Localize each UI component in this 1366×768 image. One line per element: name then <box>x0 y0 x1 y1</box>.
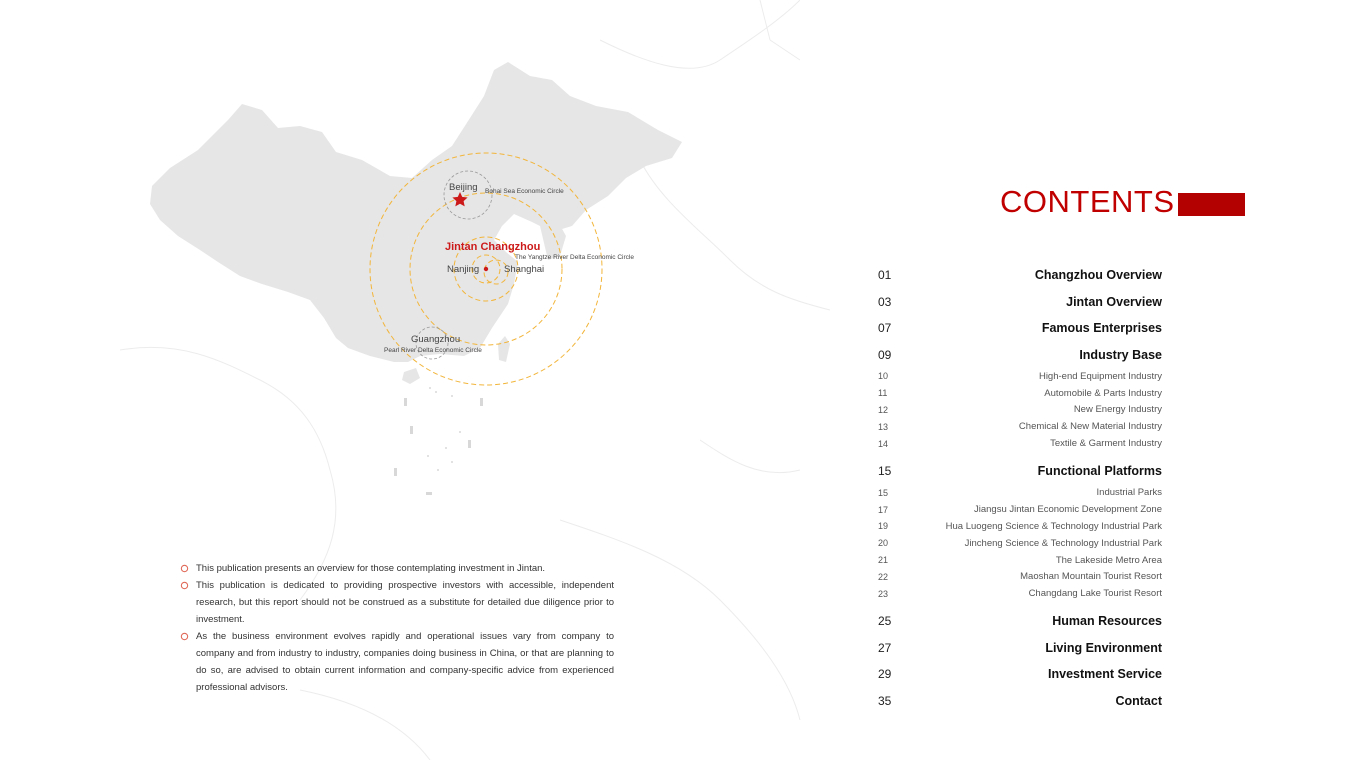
toc-page-number: 07 <box>878 321 892 336</box>
toc-section-item[interactable] <box>878 458 1162 485</box>
toc-subsection-item[interactable] <box>878 418 1162 435</box>
toc-page-number: 20 <box>878 538 889 549</box>
note-text: This publication is dedicated to providing prospective investors with accessible, independent research, but this report should not be construed as a substitute for detailed due diligence prior to investment. <box>196 580 614 625</box>
toc-subsection-item[interactable] <box>878 385 1162 402</box>
toc-title: Human Resources <box>1052 614 1162 629</box>
toc-subsection-item[interactable] <box>878 552 1162 569</box>
toc-title: New Energy Industry <box>1073 404 1162 416</box>
toc-title: The Lakeside Metro Area <box>1055 554 1162 566</box>
ring-bullet-icon <box>180 632 189 641</box>
toc-title: Living Environment <box>1045 640 1162 655</box>
toc-page-number: 14 <box>878 438 889 449</box>
toc-page-number: 29 <box>878 667 892 682</box>
toc-subsection-item[interactable] <box>878 402 1162 419</box>
toc-page-number: 15 <box>878 487 889 498</box>
toc-title: Textile & Garment Industry <box>1050 438 1162 450</box>
toc-title: Maoshan Mountain Tourist Resort <box>1020 571 1162 583</box>
toc-section-item[interactable] <box>878 289 1162 316</box>
toc-title: Functional Platforms <box>1037 464 1162 479</box>
toc-page-number: 13 <box>878 421 889 432</box>
toc-subsection-item[interactable] <box>878 535 1162 552</box>
toc-title: Hua Luogeng Science & Technology Industrial Park <box>945 520 1162 532</box>
toc-page-number: 21 <box>878 555 889 566</box>
toc-subsection-item[interactable] <box>878 368 1162 385</box>
toc-title: Changdang Lake Tourist Resort <box>1028 588 1162 600</box>
toc-title: Famous Enterprises <box>1041 321 1162 336</box>
toc-title: Chemical & New Material Industry <box>1018 421 1162 433</box>
toc-section-item[interactable] <box>878 688 1162 715</box>
circle-label-bohai: Bohai Sea Economic Circle <box>485 188 564 195</box>
toc-subsection-item[interactable] <box>878 585 1162 602</box>
toc-page-number: 15 <box>878 464 892 479</box>
toc-subsection-item[interactable] <box>878 501 1162 518</box>
toc-subsection-item[interactable] <box>878 435 1162 452</box>
city-label-nanjing: Nanjing <box>447 264 480 275</box>
toc-section-item[interactable] <box>878 635 1162 662</box>
taiwan-island <box>498 336 510 362</box>
toc-title: Contact <box>1115 693 1162 708</box>
city-label-guangzhou: Guangzhou <box>411 334 461 345</box>
toc-title: Investment Service <box>1048 667 1162 682</box>
toc-page-number: 23 <box>878 588 889 599</box>
note-item <box>180 628 614 696</box>
ring-bullet-icon <box>180 564 189 573</box>
toc-title: High-end Equipment Industry <box>1038 370 1162 382</box>
contents-title: CONTENTS <box>1000 184 1175 219</box>
note-text: This publication presents an overview for those contemplating investment in Jintan. <box>196 563 546 574</box>
toc-title: Industry Base <box>1079 347 1162 362</box>
toc-page-number: 10 <box>878 371 889 382</box>
toc-title: Automobile & Parts Industry <box>1044 387 1162 399</box>
toc-page-number: 19 <box>878 521 889 532</box>
toc-page-number: 25 <box>878 614 892 629</box>
note-text: As the business environment evolves rapidly and operational issues vary from company to company and from industry to industry, companies doing business in China, or that are planning to do so, are advised to obtain current information and company-specific advice from experienced professional advisors. <box>196 631 614 693</box>
toc-page-number: 27 <box>878 640 892 655</box>
toc-page-number: 12 <box>878 404 889 415</box>
toc-page-number: 01 <box>878 268 892 283</box>
city-label-beijing: Beijing <box>449 182 478 193</box>
toc-page-number: 09 <box>878 347 892 362</box>
jintan-location-dot <box>484 267 488 271</box>
note-item <box>180 560 614 577</box>
city-label-jintan: Jintan Changzhou <box>445 241 541 253</box>
south-sea-islands <box>394 387 483 495</box>
toc-subsection-item[interactable] <box>878 568 1162 585</box>
table-of-contents <box>878 262 1162 714</box>
toc-title: Jintan Overview <box>1066 294 1162 309</box>
contents-accent-bar <box>1178 193 1245 216</box>
toc-subsection-item[interactable] <box>878 484 1162 501</box>
publication-notes <box>180 560 614 696</box>
toc-section-item[interactable] <box>878 315 1162 342</box>
toc-section-item[interactable] <box>878 342 1162 369</box>
toc-page-number: 11 <box>878 388 888 399</box>
note-item <box>180 577 614 628</box>
toc-title: Changzhou Overview <box>1034 268 1162 283</box>
toc-page-number: 17 <box>878 504 889 515</box>
toc-section-item[interactable] <box>878 608 1162 635</box>
toc-title: Jincheng Science & Technology Industrial Park <box>964 537 1162 549</box>
ring-bullet-icon <box>180 581 189 590</box>
china-landmass <box>150 62 682 362</box>
circle-label-yangtze: The Yangtze River Delta Economic Circle <box>515 254 634 261</box>
toc-page-number: 22 <box>878 571 889 582</box>
hainan-island <box>402 368 420 384</box>
toc-title: Jiangsu Jintan Economic Development Zone <box>974 504 1162 516</box>
toc-section-item[interactable] <box>878 661 1162 688</box>
toc-section-item[interactable] <box>878 262 1162 289</box>
toc-page-number: 03 <box>878 294 892 309</box>
city-label-shanghai: Shanghai <box>504 264 545 275</box>
toc-page-number: 35 <box>878 693 892 708</box>
toc-subsection-item[interactable] <box>878 518 1162 535</box>
toc-title: Industrial Parks <box>1096 487 1162 499</box>
circle-label-pearl: Pearl River Delta Economic Circle <box>384 347 482 354</box>
